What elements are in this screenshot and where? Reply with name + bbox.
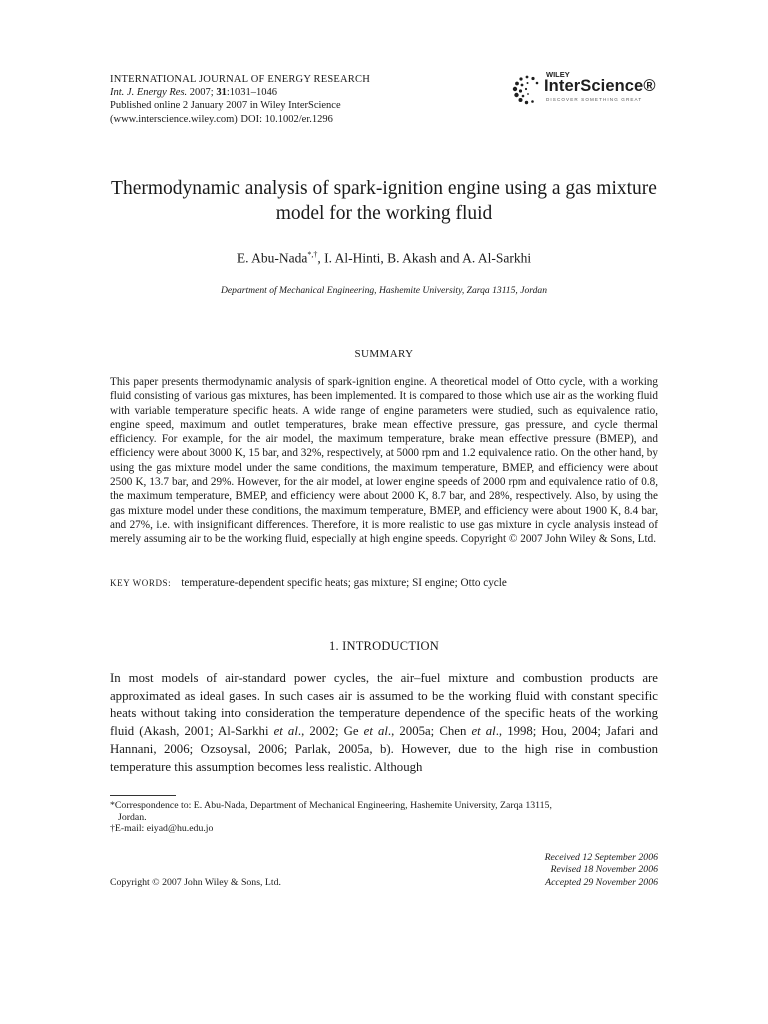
footnotes	[110, 800, 658, 835]
wiley-wordmark: WILEY	[546, 70, 570, 79]
keywords-label: KEY WORDS:	[110, 578, 172, 588]
citation-prefix: Int. J. Energy Res.	[110, 87, 188, 99]
doi-line: (www.interscience.wiley.com) DOI: 10.1002/er.1296	[110, 113, 333, 125]
intro-etal-2: et al	[363, 724, 388, 739]
history-dates	[430, 852, 658, 889]
citation-pages: :1031–1046	[226, 87, 278, 99]
affiliation: Department of Mechanical Engineering, Hashemite University, Zarqa 13115, Jordan	[220, 285, 548, 296]
author-marks: *,†	[307, 250, 318, 259]
journal-name: INTERNATIONAL JOURNAL OF ENERGY RESEARCH	[110, 74, 370, 85]
interscience-logo	[510, 70, 660, 108]
summary-heading: SUMMARY	[354, 348, 414, 360]
intro-text-2: ., 2002; Ge	[297, 724, 364, 739]
email-footnote: †E-mail: eiyad@hu.edu.jo	[110, 823, 214, 835]
citation-year: 2007;	[189, 87, 214, 99]
keywords	[110, 577, 658, 589]
intro-text-4: ., 1998; Hou, 2004; Jafari and Hannani, 2006; Ozsoysal, 2006; Parlak, 2005a, b). However, due to the high rise in combustion temperature this assumption becomes less realistic. Although	[110, 724, 658, 774]
interscience-wordmark: InterScience®	[544, 77, 656, 95]
accepted-date: Accepted 29 November 2006	[545, 876, 658, 888]
intro-etal-3: et al	[471, 724, 496, 739]
keywords-text: temperature-dependent specific heats; gas mixture; SI engine; Otto cycle	[181, 577, 507, 589]
published-line: Published online 2 January 2007 in Wiley InterScience	[110, 100, 341, 112]
footnote-rule	[110, 795, 176, 796]
intro-text-1: In most models of air-standard power cycles, the air–fuel mixture and combustion products are approximated as ideal gases. In such cases air is assumed to be the working fluid with constant specific heats without taking into consideration the temperature dependence of the specific heats of the working fluid (Akash, 2001; Al-Sarkhi	[110, 671, 658, 739]
introduction-paragraph	[110, 670, 658, 776]
intro-etal-1: et al	[273, 724, 298, 739]
journal-header	[110, 73, 530, 126]
summary-text: This paper presents thermodynamic analysis of spark-ignition engine. A theoretical model of Otto cycle, with a working fluid consisting of various gas mixtures, has been implemented. It is compared to those which use air as the working fluid with variable temperature specific heats. A wide range of engine parameters were studied, such as equivalence ratio, engine speed, maximum and outlet temperatures, brake mean effective pressure, gas pressure, and cycle thermal efficiency. For example, for the air model, the maximum temperature, brake mean effective pressure (BMEP), and efficiency were about 3000 K, 15 bar, and 32%, respectively, at 5000 rpm and 1.2 equivalence ratio. On the other hand, by using the gas mixture model under the same conditions, the maximum temperature, BMEP, and efficiency were about 2500 K, 13.7 bar, and 29%. However, for the air model, at lower engine speeds of 2000 rpm and equivalence ratio of 0.8, the maximum temperature, BMEP, and efficiency were about 2000 K, 8.7 bar, and 28%, respectively. Also, by using the gas mixture model under these conditions, the maximum temperature, BMEP, and efficiency were about 1900 K, 8.4 bar, and 27%, i.e. with insignificant differences. Therefore, it is more realistic to use gas mixture in cycle analysis instead of merely assuming air to be the working fluid, especially at high engine speeds. Copyright © 2007 John Wiley & Sons, Ltd.	[110, 376, 658, 546]
copyright-notice: Copyright © 2007 John Wiley & Sons, Ltd.	[110, 877, 281, 888]
paper-title: Thermodynamic analysis of spark-ignition engine using a gas mixture model for the working fluid	[111, 178, 657, 224]
journal-citation	[110, 86, 530, 99]
received-date: Received 12 September 2006	[544, 852, 658, 863]
first-author: E. Abu-Nada	[236, 250, 308, 266]
other-authors: , I. Al-Hinti, B. Akash and A. Al-Sarkhi	[317, 250, 532, 266]
logo-tagline: DISCOVER SOMETHING GREAT	[546, 97, 643, 102]
interscience-swirl-icon	[510, 74, 544, 106]
introduction-heading: 1. INTRODUCTION	[329, 639, 439, 653]
correspondence-footnote: *Correspondence to: E. Abu-Nada, Department of Mechanical Engineering, Hashemite University, Zarqa 13115,	[110, 800, 552, 811]
citation-volume: 31	[216, 87, 227, 99]
revised-date: Revised 18 November 2006	[550, 864, 658, 876]
author-list	[90, 250, 678, 267]
correspondence-footnote-cont: Jordan.	[118, 811, 147, 823]
intro-text-3: ., 2005a; Chen	[387, 724, 472, 739]
